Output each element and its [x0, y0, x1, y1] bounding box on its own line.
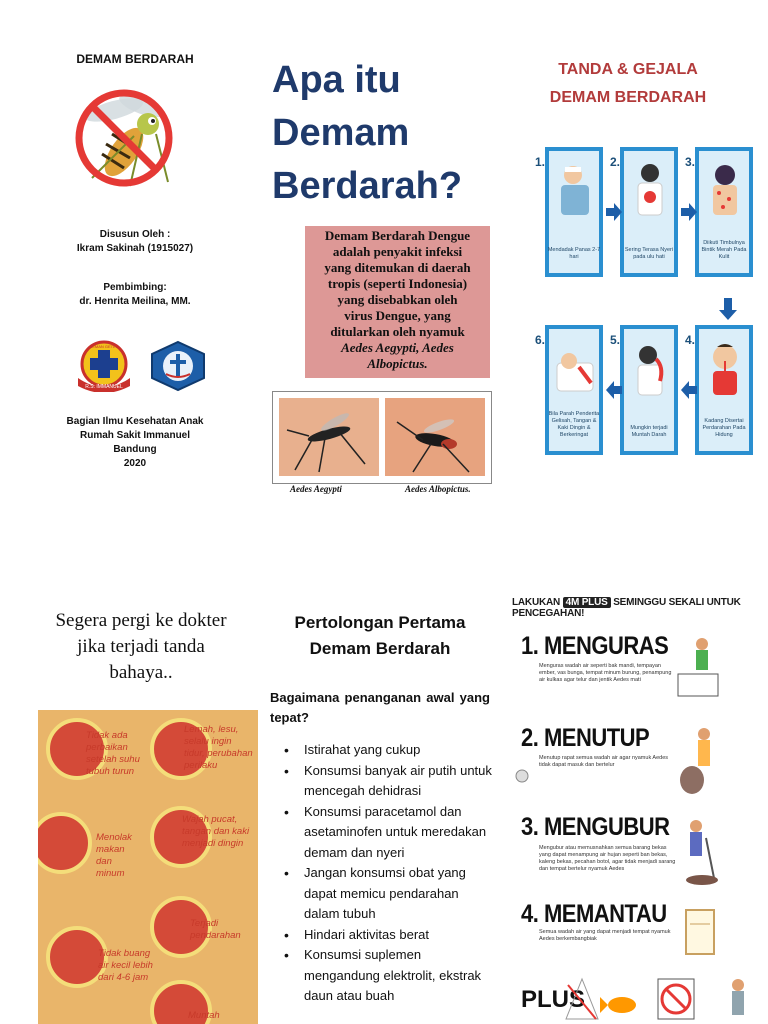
- list-item: • Istirahat yang cukup: [268, 740, 494, 761]
- danger-sign-text: Muntah: [188, 1010, 220, 1021]
- arrow-down-icon: [719, 298, 737, 320]
- definition-line: ditularkan oleh nyamuk: [330, 324, 465, 339]
- symptom-number: 6.: [535, 333, 546, 347]
- header-pre: LAKUKAN: [512, 597, 561, 608]
- mosquito-photos: [272, 391, 492, 484]
- symptom-number: 2.: [610, 155, 621, 169]
- symptom-text: Mungkin terjadi Muntah Darah: [630, 425, 668, 438]
- institution-line-1: Bagian Ilmu Kesehatan Anak: [66, 416, 204, 427]
- symptoms-title-line: TANDA & GEJALA: [558, 61, 698, 78]
- brochure-title: DEMAM BERDARAH: [76, 52, 194, 66]
- hospital-logo: [76, 340, 132, 392]
- first-aid-list: [268, 740, 494, 1007]
- author-name: Ikram Sakinah (1915027): [76, 243, 194, 254]
- list-item: • Konsumsi paracetamol dan asetaminofen untuk meredakan demam dan nyeri: [268, 802, 494, 864]
- header-4m-plus: 4M PLUS: [563, 597, 611, 608]
- step-desc: Menutup rapat semua wadah air agar nyamuk Aedes tidak dapat masuk dan bertelur: [539, 755, 669, 768]
- logo-lettering-top: HEMAN GETEN: [89, 344, 119, 349]
- author-label: Disusun Oleh :: [99, 229, 171, 240]
- list-item: • Hindari aktivitas berat: [268, 925, 494, 946]
- step-title: 4. MEMANTAU: [521, 898, 667, 928]
- caption-albopictus: Aedes Albopictus.: [405, 484, 471, 494]
- heading-line: Berdarah?: [272, 165, 463, 207]
- symptom-number: 4.: [685, 333, 696, 347]
- step-desc: Semua wadah air yang dapat menjadi tempat nyamuk Aedes berkembangbiak: [539, 929, 671, 942]
- symptom-text: Mendadak Panas 2-7 hari: [547, 247, 601, 260]
- step-title: 2. MENUTUP: [521, 722, 650, 752]
- heading-line: Apa itu: [272, 59, 401, 101]
- definition-line: Demam Berdarah Dengue: [324, 228, 471, 243]
- person-spraying-icon: [732, 979, 744, 1015]
- symptom-text: Kadang Disertai Perdarahan Pada Hidung: [702, 418, 746, 438]
- step-title: 1. MENGURAS: [521, 630, 669, 660]
- symptom-text: Sering Terasa Nyeri pada ulu hati: [624, 247, 674, 260]
- step-desc: Menguras wadah air seperti bak mandi, tempayan ember, vas bunga, tempat minum burung, penampung air kulkas agar telur dan jentik Aedes mati: [539, 663, 672, 683]
- see-doctor-line: Segera pergi ke dokter: [55, 610, 227, 631]
- definition-line: adalah penyakit infeksi: [332, 244, 463, 259]
- symptom-text: Bila Parah Penderita Gelisah, Tangan & Kaki Dingin & Berkeringat: [548, 411, 600, 438]
- definition-species: Albopictus.: [367, 356, 428, 371]
- advisor-label: Pembimbing:: [103, 282, 167, 293]
- symptom-number: 1.: [535, 155, 546, 169]
- step-desc: Mengubur atau memusnahkan semua barang bekas yang dapat menampung air hujan seperti ban bekas, kaleng bekas, pecahan botol, agar tidak menjadi sarang dan tempat bertelur nyamuk Aedes: [539, 845, 676, 872]
- refuse-food-icon: [38, 812, 92, 874]
- arrow-left-icon: [606, 381, 622, 399]
- institution-line-3: Bandung: [113, 444, 157, 455]
- what-is-heading: [272, 54, 502, 213]
- arrow-right-icon: [606, 203, 622, 221]
- heading-line: Demam: [272, 112, 410, 154]
- danger-sign-text: Tidak ada perbaikan setelah suhu tubuh turun: [86, 730, 140, 777]
- definition-line: tropis (seperti Indonesia): [327, 276, 468, 291]
- university-logo: [150, 340, 206, 392]
- fish-icon: [600, 997, 636, 1013]
- covering-jar-icon: [678, 726, 718, 798]
- draining-tub-icon: [676, 634, 720, 704]
- monitoring-container-icon: [682, 904, 718, 958]
- burying-icon: [676, 818, 720, 888]
- definition-box: [305, 226, 490, 378]
- prevention-header: [512, 597, 758, 619]
- symptoms-title: [520, 56, 736, 112]
- symptom-number: 5.: [610, 333, 621, 347]
- definition-species: Aedes Aegypti, Aedes: [341, 340, 454, 355]
- symptoms-title-line: DEMAM BERDARAH: [549, 89, 707, 106]
- dog-icon: [514, 764, 530, 784]
- danger-sign-text: Terjadi pendarahan: [190, 918, 241, 941]
- list-item: • Jangan konsumsi obat yang dapat memicu pendarahan dalam tubuh: [268, 863, 494, 925]
- list-item: • Konsumsi banyak air putih untuk mencegah dehidrasi: [268, 761, 494, 802]
- advisor-name: dr. Henrita Meilina, MM.: [79, 296, 191, 307]
- institution-line-4: 2020: [123, 458, 147, 469]
- see-doctor-text: [36, 608, 246, 686]
- symptom-text: Diikuti Timbulnya Bintik Merah Pada Kulit: [701, 240, 747, 260]
- definition-line: yang disebabkan oleh: [337, 292, 458, 307]
- no-mosquito-icon: [72, 86, 176, 192]
- first-aid-question: Bagaimana penanganan awal yang tepat?: [270, 690, 490, 725]
- first-aid-title-line: Demam Berdarah: [309, 639, 451, 658]
- see-doctor-line: bahaya..: [109, 662, 173, 683]
- mosquito-net-icon: [566, 979, 598, 1019]
- danger-sign-text: Tidak buang air kecil lebih dari 4-6 jam: [98, 948, 153, 983]
- plus-label: PLUS: [521, 986, 586, 1013]
- no-mosquito-sign-icon: [658, 979, 694, 1019]
- danger-sign-text: Wajah pucat, tangan dan kaki menjadi dingin: [182, 814, 250, 849]
- symptom-number: 3.: [685, 155, 696, 169]
- arrow-right-icon: [681, 203, 697, 221]
- list-item: • Konsumsi suplemen mengandung elektrolit, ekstrak daun atau buah: [268, 945, 494, 1007]
- danger-sign-text: Lemah, lesu, selalu ingin tidur, perubahan perilaku: [184, 724, 253, 771]
- definition-line: yang ditemukan di daerah: [324, 260, 471, 275]
- header-post: SEMINGGU SEKALI UNTUK PENCEGAHAN!: [512, 597, 741, 619]
- first-aid-title: [270, 610, 490, 662]
- plus-tips-icons: [562, 975, 758, 1024]
- symptom-flow-arrows: [540, 140, 762, 470]
- step-title: 3. MENGUBUR: [521, 811, 670, 841]
- institution-line-2: Rumah Sakit Immanuel: [79, 430, 191, 441]
- caption-aegypti: Aedes Aegypti: [290, 484, 342, 494]
- danger-sign-text: Menolak makan dan minum: [96, 832, 132, 879]
- danger-signs-infographic: [38, 710, 258, 1024]
- logo-lettering: R.S. IMMANUEL: [85, 384, 123, 390]
- see-doctor-line: jika terjadi tanda: [77, 636, 205, 657]
- arrow-left-icon: [681, 381, 697, 399]
- definition-line: virus Dengue, yang: [344, 308, 451, 323]
- first-aid-title-line: Pertolongan Pertama: [294, 613, 466, 632]
